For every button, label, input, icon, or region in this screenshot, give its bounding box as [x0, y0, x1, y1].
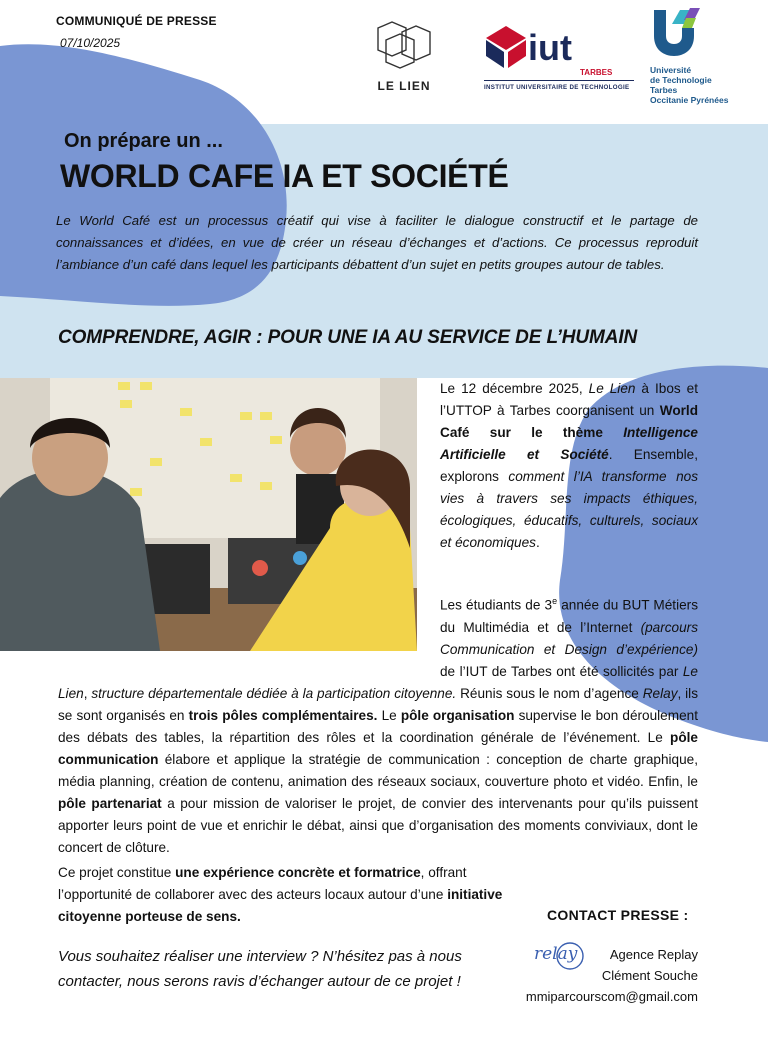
- text-span: Le Lien: [588, 381, 636, 396]
- paragraph-announcement: [440, 378, 698, 554]
- text-span: pôle organisation: [400, 707, 515, 723]
- text-span: comment l’IA transforme nos vies à travers ses impacts éthiques, écologiques, éducatifs, culturels, sociaux et économiques: [440, 469, 699, 550]
- ut-logo: [650, 6, 740, 105]
- text-span: Les étudiants de 3: [440, 597, 553, 613]
- text-span: , ils se sont organisés en: [58, 685, 698, 723]
- text-span: Relay: [642, 685, 678, 701]
- text-span: World Café sur le thème: [440, 403, 698, 440]
- iut-logo-fullname: INSTITUT UNIVERSITAIRE DE TECHNOLOGIE: [484, 84, 630, 91]
- iut-logo: [484, 20, 634, 98]
- iut-logo-word: iut: [528, 27, 572, 68]
- text-span: pôle partenariat: [58, 795, 162, 811]
- contact-title: CONTACT PRESSE :: [547, 907, 689, 923]
- text-span: une expérience concrète et formatrice: [175, 865, 421, 880]
- text-span: structure départementale dédiée à la participation citoyenne.: [91, 685, 457, 701]
- text-span: trois pôles complémentaires.: [188, 707, 378, 723]
- relay-logo-text: relay: [534, 944, 578, 964]
- hero-kicker: On prépare un ...: [64, 130, 223, 152]
- ut-logo-line3: Tarbes: [650, 85, 678, 95]
- section-subtitle: COMPRENDRE, AGIR : POUR UNE IA AU SERVICE DE L’HUMAIN: [58, 327, 638, 348]
- text-span: Ce projet constitue: [58, 865, 176, 880]
- press-release-label: COMMUNIQUÉ DE PRESSE: [56, 14, 217, 28]
- text-span: e: [552, 596, 558, 606]
- release-date: 07/10/2025: [60, 36, 121, 50]
- text-span: a pour mission de valoriser le projet, de convier des intervenants pour qu’ils puissent apporter leurs point de vue et enrichir le débat, ainsi que d’organisation des moments conviviaux, dont le concert de clôture.: [58, 795, 698, 855]
- text-span: Le: [377, 707, 401, 723]
- text-span: supervise le bon déroulement des débats des tables, la répartition des rôles et la coordination générale de l’événement. Le: [58, 707, 698, 745]
- ut-logo-line2: de Technologie: [650, 75, 712, 85]
- text-span: à Ibos et l’UTTOP à Tarbes coorganisent un: [440, 381, 698, 418]
- lelien-logo-text: LE LIEN: [377, 79, 431, 93]
- paragraph-project: [58, 862, 512, 928]
- text-span: initiative citoyenne porteuse de sens.: [58, 887, 503, 924]
- iut-mark-icon: [484, 22, 530, 70]
- paragraph-students: [58, 590, 698, 859]
- text-span: Le 12 décembre 2025,: [440, 381, 589, 396]
- lelien-logo: [372, 20, 436, 93]
- iut-logo-divider: [484, 80, 634, 81]
- contact-email[interactable]: mmiparcourscom@gmail.com: [525, 989, 698, 1004]
- ut-mark-icon: [650, 6, 702, 58]
- hero-intro: Le World Café est un processus créatif qui vise à faciliter le dialogue constructif et le partage de connaissances et d’idées, en vue de créer un réseau d’échanges et d’actions. Ce processus reproduit l’ambiance d’un café dans lequel les participants débattent d’un sujet en petits groupes autour de tables.: [56, 213, 698, 272]
- contact-name: Clément Souche: [601, 968, 698, 983]
- closing-invitation: Vous souhaitez réaliser une interview ? N’hésitez pas à nous contacter, nous serons ravis d’échanger autour de ce projet !: [58, 948, 462, 990]
- hero-title: WORLD CAFE IA ET SOCIÉTÉ: [60, 158, 509, 194]
- text-span: Intelligence Artificielle et Société: [440, 425, 698, 462]
- text-span: ,: [83, 685, 92, 701]
- lelien-mark-icon: [372, 20, 436, 72]
- text-span: de l’IUT de Tarbes ont été sollicités par: [440, 663, 683, 679]
- text-span: . Ensemble, explorons: [440, 447, 698, 484]
- text-span: Réunis sous le nom d’agence: [456, 685, 643, 701]
- text-span: élabore et applique la stratégie de communication : conception de charte graphique, média planning, création de contenu, animation des réseaux sociaux, couverture photo et vidéo. Enfin, le: [58, 751, 698, 789]
- text-span: année du BUT Métiers du Multimédia et de l’Internet: [440, 597, 698, 635]
- ut-logo-line4: Occitanie Pyrénées: [650, 95, 729, 105]
- text-span: Le Lien: [58, 663, 698, 701]
- text-span: (parcours Communication et Design d’expérience): [440, 619, 698, 657]
- text-span: .: [535, 535, 540, 550]
- text-span: , offrant l’opportunité de collaborer avec des acteurs locaux autour d’une: [58, 865, 467, 902]
- text-span: pôle communication: [58, 729, 698, 767]
- contact-details: [500, 944, 698, 1007]
- contact-agency: Agence Replay: [609, 947, 698, 962]
- iut-logo-city: TARBES: [580, 68, 613, 77]
- ut-logo-line1: Université: [650, 65, 692, 75]
